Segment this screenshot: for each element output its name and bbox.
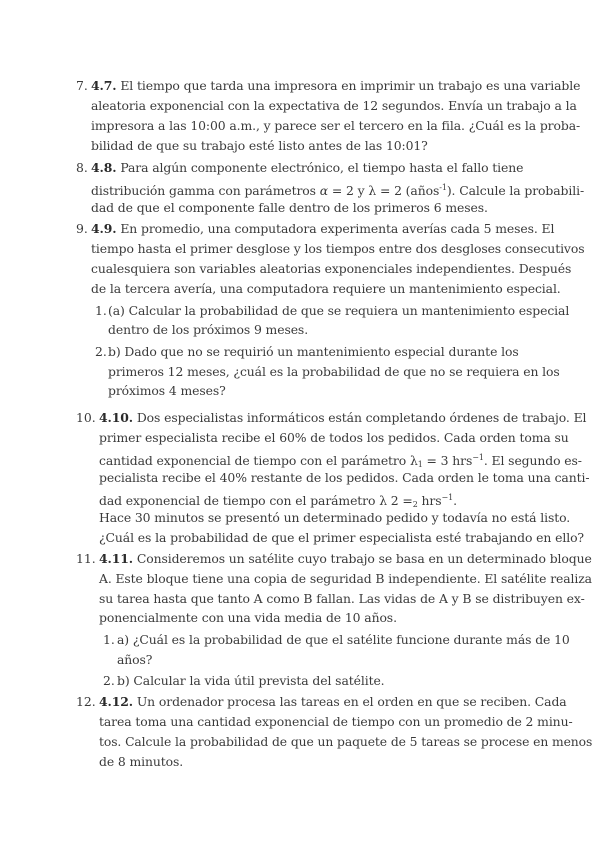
subitem-text-line: b) Dado que no se requirió un mantenimiento especial durante los [108, 344, 519, 359]
problem-code: 4.10. [99, 410, 133, 425]
problem-text-line: 4.11. Consideremos un satélite cuyo trabajo se basa en un determinado bloque [99, 551, 592, 566]
problem-number: 7. [76, 78, 88, 93]
problem-text-line: aleatoria exponencial con la expectativa de 12 segundos. Envía un trabajo a la [91, 98, 577, 113]
problem-number: 9. [76, 221, 88, 236]
problem-text-line: Hace 30 minutos se presentó un determinado pedido y todavía no está listo. [99, 510, 571, 525]
problem-text-line: tos. Calcule la probabilidad de que un paquete de 5 tareas se procese en menos [99, 734, 593, 749]
problem-number: 11. [76, 551, 96, 566]
problem-text-line: 4.8. Para algún componente electrónico, el tiempo hasta el fallo tiene [91, 160, 524, 175]
subitem-text-line: dentro de los próximos 9 meses. [108, 322, 309, 337]
problem-code: 4.9. [91, 221, 117, 236]
problem-number: 8. [76, 160, 88, 175]
subitem-number: 2. [103, 673, 115, 688]
problem-number: 10. [76, 410, 96, 425]
subitem-text-line: (a) Calcular la probabilidad de que se requiera un mantenimiento especial [108, 303, 570, 318]
problem-text-line: tarea toma una cantidad exponencial de tiempo con un promedio de 2 minu- [99, 714, 573, 729]
subitem-number: 2. [95, 344, 107, 359]
problem-text-line: 4.12. Un ordenador procesa las tareas en el orden en que se reciben. Cada [99, 694, 567, 709]
problem-text-line: distribución gamma con parámetros α = 2 y λ = 2 (años$^{-1}$). Calcule la probabili- [91, 183, 585, 198]
problem-text-line: su tarea hasta que tanto A como B fallan. Las vidas de A y B se distribuyen ex- [99, 591, 585, 606]
problem-text-line: ponencialmente con una vida media de 10 años. [99, 610, 397, 625]
problem-text-line: 4.9. En promedio, una computadora experimenta averías cada 5 meses. El [91, 221, 555, 236]
subitem-text-line: primeros 12 meses, ¿cuál es la probabilidad de que no se requiera en los [108, 364, 560, 379]
subitem-text-line: a) ¿Cuál es la probabilidad de que el satélite funcione durante más de 10 [117, 632, 570, 647]
problem-text-line: bilidad de que su trabajo esté listo antes de las 10:01? [91, 138, 428, 153]
problem-text-line: cantidad exponencial de tiempo con el parámetro $\lambda_1 = 3$ hrs$^{-1}$. El segundo es- [99, 453, 582, 469]
problem-text-line: tiempo hasta el primer desglose y los tiempos entre dos desgloses consecutivos [91, 241, 585, 256]
problem-text-line: 4.10. Dos especialistas informáticos están completando órdenes de trabajo. El [99, 410, 587, 425]
problem-text-line: 4.7. El tiempo que tarda una impresora en imprimir un trabajo es una variable [91, 78, 581, 93]
problem-text-line: dad exponencial de tiempo con el parámetro λ $2 =_2$ hrs$^{-1}$. [99, 493, 457, 509]
problem-text-line: A. Este bloque tiene una copia de seguridad B independiente. El satélite realiza [99, 571, 592, 586]
subitem-text-line: próximos 4 meses? [108, 383, 226, 398]
problem-code: 4.11. [99, 551, 133, 566]
problem-text-line: impresora a las 10:00 a.m., y parece ser el tercero en la fila. ¿Cuál es la proba- [91, 118, 581, 133]
problem-code: 4.12. [99, 694, 133, 709]
problem-text-line: cualesquiera son variables aleatorias exponenciales independientes. Después [91, 261, 572, 276]
problem-text-line: de 8 minutos. [99, 754, 184, 769]
subitem-text-line: años? [117, 652, 153, 667]
problem-text-line: de la tercera avería, una computadora requiere un mantenimiento especial. [91, 281, 561, 296]
subitem-number: 1. [103, 632, 115, 647]
subitem-text-line: b) Calcular la vida útil prevista del satélite. [117, 673, 385, 688]
problem-text-line: primer especialista recibe el 60% de todos los pedidos. Cada orden toma su [99, 430, 569, 445]
problem-text-line: ¿Cuál es la probabilidad de que el primer especialista esté trabajando en ello? [99, 530, 584, 545]
problem-text-line: dad de que el componente falle dentro de los primeros 6 meses. [91, 200, 488, 215]
problem-code: 4.7. [91, 78, 117, 93]
alpha-symbol: α [319, 183, 329, 198]
problem-text-line: pecialista recibe el 40% restante de los pedidos. Cada orden le toma una canti- [99, 470, 590, 485]
subitem-number: 1. [95, 303, 107, 318]
problem-code: 4.8. [91, 160, 117, 175]
problem-number: 12. [76, 694, 96, 709]
